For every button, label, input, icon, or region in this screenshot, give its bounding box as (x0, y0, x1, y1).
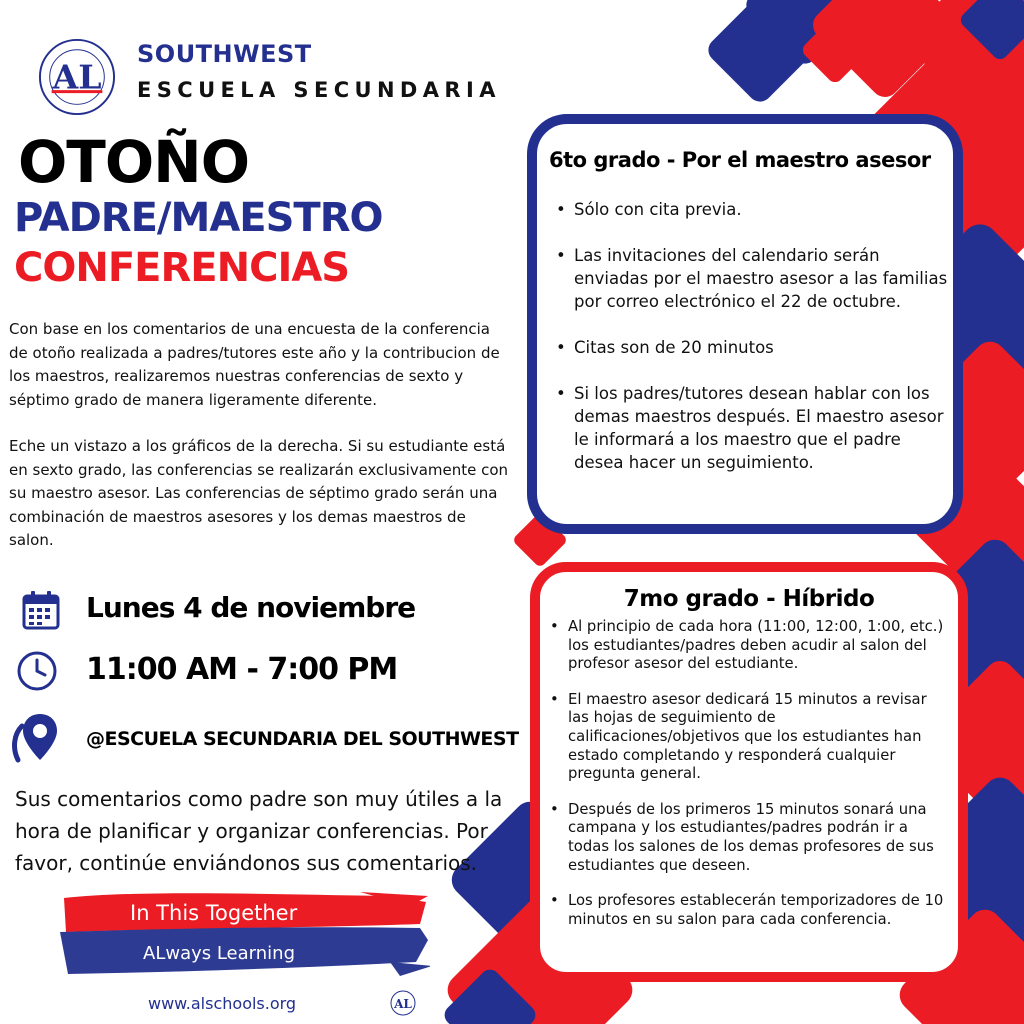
title-season: OTOÑO (18, 128, 250, 196)
event-time: 11:00 AM - 7:00 PM (86, 652, 398, 687)
banner-slogan: In This Together (130, 901, 298, 925)
grade6-card (527, 114, 963, 534)
grade6-title: 6to grado - Por el maestro asesor (549, 148, 931, 172)
location-pin-icon (8, 710, 60, 766)
school-name: SOUTHWEST (137, 40, 312, 68)
list-item: • Sólo con cita previa. (574, 198, 954, 221)
list-item: • Si los padres/tutores desean hablar con los demas maestros después. El maestro asesor le informará a los maestro que el padre desea hacer un seguimiento. (574, 382, 954, 474)
website-link[interactable]: www.alschools.org (148, 994, 297, 1013)
grade6-list (574, 198, 954, 474)
logo-text: AL (52, 57, 102, 97)
closing-text: Sus comentarios como padre son muy útiles a la hora de planificar y organizar conferencias. Por favor, continúe enviándonos sus comentarios. (15, 787, 503, 875)
clock-icon (16, 650, 58, 692)
title-audience: PADRE/MAESTRO (14, 195, 383, 241)
list-item: • Después de los primeros 15 minutos sonará una campana y los estudiantes/padres podrán ir a todas los salones de los demas profesores de sus estudiantes que deseen. (568, 801, 948, 875)
list-item: • Los profesores establecerán temporizadores de 10 minutos en su salon para cada conferencia. (568, 892, 948, 929)
title-event: CONFERENCIAS (14, 245, 350, 291)
mini-logo-text: AL (394, 997, 412, 1011)
grade7-title: 7mo grado - Híbrido (623, 586, 875, 612)
school-subtitle: ESCUELA SECUNDARIA (137, 78, 501, 102)
intro-paragraph-2: Eche un vistazo a los gráficos de la derecha. Si su estudiante está en sexto grado, las conferencias se realizarán exclusivamente con su maestro asesor. Las conferencias de séptimo grado serán una combinación de maestros asesores y los demas maestros de salon. (9, 437, 509, 549)
grade7-list (568, 618, 948, 929)
banner-tagline: ALways Learning (143, 943, 295, 964)
intro-text (9, 318, 509, 553)
mini-logo (390, 990, 416, 1016)
list-item: • El maestro asesor dedicará 15 minutos a revisar las hojas de seguimiento de calificaciones/objetivos que los estudiantes han estado completando y responderá cualquier pregunta general. (568, 691, 948, 784)
event-date: Lunes 4 de noviembre (86, 591, 416, 624)
list-item: • Al principio de cada hora (11:00, 12:00, 1:00, etc.) los estudiantes/padres deben acudir al salon del profesor asesor del estudiante. (568, 618, 948, 674)
list-item: • Citas son de 20 minutos (574, 336, 954, 359)
event-location: @ESCUELA SECUNDARIA DEL SOUTHWEST (86, 728, 519, 750)
grade7-card (530, 562, 968, 982)
school-logo (38, 38, 116, 116)
list-item: • Las invitaciones del calendario serán enviadas por el maestro asesor a las familias por correo electrónico el 22 de octubre. (574, 244, 954, 313)
calendar-icon (21, 590, 61, 630)
intro-paragraph-1: Con base en los comentarios de una encuesta de la conferencia de otoño realizada a padres/tutores este año y la contribucion de los maestros, realizaremos nuestras conferencias de sexto y séptimo grado de manera ligeramente diferente. (9, 320, 500, 409)
